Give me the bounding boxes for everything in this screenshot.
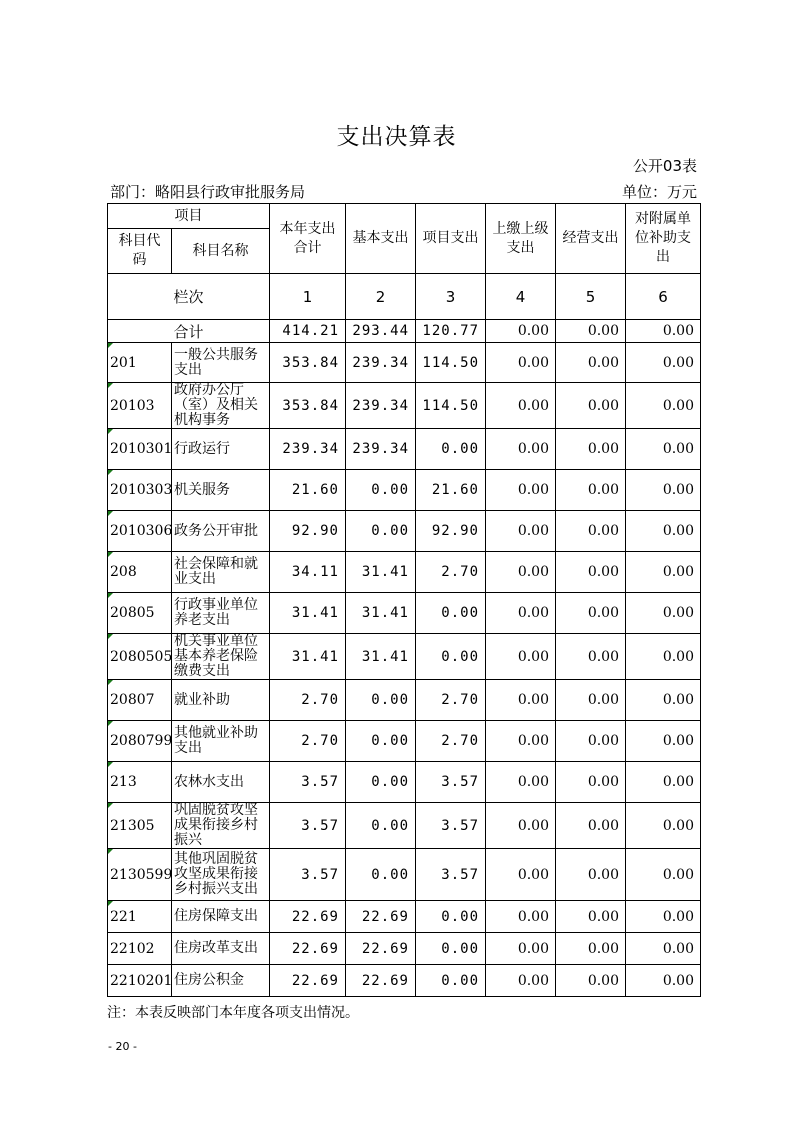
row-basic: 31.41	[346, 634, 416, 680]
row-basic: 0.00	[346, 721, 416, 762]
row-code: 213	[108, 762, 172, 803]
row-basic: 0.00	[346, 511, 416, 552]
unit-label: 单位：万元	[621, 183, 697, 201]
row-basic: 0.00	[346, 762, 416, 803]
row-oper: 0.00	[556, 429, 626, 470]
table-row	[108, 343, 701, 383]
row-subsidy: 0.00	[626, 803, 701, 849]
row-remit: 0.00	[486, 680, 556, 721]
row-total: 92.90	[270, 511, 346, 552]
row-proj: 2.70	[416, 552, 486, 593]
row-oper: 0.00	[556, 680, 626, 721]
row-remit: 0.00	[486, 470, 556, 511]
row-name: 机关服务	[172, 470, 270, 511]
table-row	[108, 429, 701, 470]
table-row	[108, 803, 701, 849]
row-total: 353.84	[270, 343, 346, 383]
row-total: 239.34	[270, 429, 346, 470]
header-subsidy	[626, 204, 701, 274]
row-remit: 0.00	[486, 965, 556, 997]
row-oper: 0.00	[556, 965, 626, 997]
row-basic: 239.34	[346, 429, 416, 470]
table-row	[108, 849, 701, 901]
row-remit: 0.00	[486, 721, 556, 762]
header-oper: 经营支出	[556, 204, 626, 274]
row-name: 社会保障和就业支出	[172, 552, 270, 593]
row-remit: 0.00	[486, 803, 556, 849]
row-subsidy: 0.00	[626, 849, 701, 901]
department-label: 部门：略阳县行政审批服务局	[110, 183, 306, 201]
row-total: 3.57	[270, 849, 346, 901]
total-subsidy: 0.00	[626, 320, 701, 343]
row-code: 2010303	[108, 470, 172, 511]
header-remit	[486, 204, 556, 274]
row-oper: 0.00	[556, 762, 626, 803]
row-subsidy: 0.00	[626, 901, 701, 933]
row-total: 22.69	[270, 933, 346, 965]
row-subsidy: 0.00	[626, 343, 701, 383]
page-number: - 20 -	[108, 1040, 137, 1053]
row-oper: 0.00	[556, 593, 626, 634]
row-remit: 0.00	[486, 552, 556, 593]
column-label: 栏次	[108, 274, 270, 320]
row-proj: 3.57	[416, 803, 486, 849]
row-total: 34.11	[270, 552, 346, 593]
table-row	[108, 933, 701, 965]
row-subsidy: 0.00	[626, 762, 701, 803]
row-code: 20103	[108, 383, 172, 429]
row-code: 22102	[108, 933, 172, 965]
row-basic: 239.34	[346, 343, 416, 383]
row-subsidy: 0.00	[626, 429, 701, 470]
row-oper: 0.00	[556, 901, 626, 933]
row-code: 201	[108, 343, 172, 383]
row-total: 353.84	[270, 383, 346, 429]
table-row	[108, 721, 701, 762]
row-remit: 0.00	[486, 343, 556, 383]
row-name: 机关事业单位基本养老保险缴费支出	[172, 634, 270, 680]
row-name: 住房改革支出	[172, 933, 270, 965]
table-row	[108, 634, 701, 680]
row-subsidy: 0.00	[626, 383, 701, 429]
row-oper: 0.00	[556, 552, 626, 593]
row-name: 其他巩固脱贫攻坚成果衔接乡村振兴支出	[172, 849, 270, 901]
row-proj: 0.00	[416, 593, 486, 634]
row-subsidy: 0.00	[626, 511, 701, 552]
table-number: 公开03表	[632, 157, 697, 175]
row-proj: 21.60	[416, 470, 486, 511]
table-row	[108, 470, 701, 511]
row-code: 20805	[108, 593, 172, 634]
row-code: 2130599	[108, 849, 172, 901]
table-row	[108, 383, 701, 429]
row-remit: 0.00	[486, 849, 556, 901]
row-proj: 2.70	[416, 721, 486, 762]
column-num: 4	[486, 274, 556, 320]
row-basic: 0.00	[346, 849, 416, 901]
table-row	[108, 762, 701, 803]
row-oper: 0.00	[556, 933, 626, 965]
row-total: 2.70	[270, 680, 346, 721]
total-row	[108, 320, 701, 343]
row-proj: 114.50	[416, 383, 486, 429]
row-oper: 0.00	[556, 470, 626, 511]
row-name: 住房公积金	[172, 965, 270, 997]
row-proj: 0.00	[416, 933, 486, 965]
row-name: 一般公共服务支出	[172, 343, 270, 383]
row-proj: 3.57	[416, 849, 486, 901]
row-proj: 0.00	[416, 634, 486, 680]
total-basic: 293.44	[346, 320, 416, 343]
row-proj: 3.57	[416, 762, 486, 803]
row-remit: 0.00	[486, 593, 556, 634]
row-name: 农林水支出	[172, 762, 270, 803]
row-subsidy: 0.00	[626, 593, 701, 634]
header-remit-text: 上缴上级支出	[492, 220, 549, 256]
row-remit: 0.00	[486, 511, 556, 552]
row-proj: 92.90	[416, 511, 486, 552]
row-code: 2010301	[108, 429, 172, 470]
row-name: 住房保障支出	[172, 901, 270, 933]
row-code: 2010306	[108, 511, 172, 552]
row-subsidy: 0.00	[626, 680, 701, 721]
header-subsidy-text: 对附属单位补助支出	[635, 211, 691, 265]
table-row	[108, 965, 701, 997]
row-remit: 0.00	[486, 933, 556, 965]
row-code: 2080799	[108, 721, 172, 762]
header-row-1	[108, 204, 701, 229]
row-oper: 0.00	[556, 849, 626, 901]
row-subsidy: 0.00	[626, 965, 701, 997]
row-name: 政务公开审批	[172, 511, 270, 552]
table-row	[108, 552, 701, 593]
row-name: 就业补助	[172, 680, 270, 721]
row-name: 政府办公厅（室）及相关机构事务	[172, 383, 270, 429]
total-amount: 414.21	[270, 320, 346, 343]
total-proj: 120.77	[416, 320, 486, 343]
row-total: 21.60	[270, 470, 346, 511]
row-basic: 31.41	[346, 593, 416, 634]
row-basic: 22.69	[346, 965, 416, 997]
table-row	[108, 593, 701, 634]
row-total: 3.57	[270, 762, 346, 803]
row-subsidy: 0.00	[626, 721, 701, 762]
row-oper: 0.00	[556, 343, 626, 383]
column-num: 1	[270, 274, 346, 320]
row-proj: 0.00	[416, 429, 486, 470]
row-proj: 0.00	[416, 965, 486, 997]
header-proj: 项目支出	[416, 204, 486, 274]
row-name: 行政运行	[172, 429, 270, 470]
row-subsidy: 0.00	[626, 552, 701, 593]
page-title: 支出决算表	[336, 124, 457, 150]
row-code: 21305	[108, 803, 172, 849]
row-oper: 0.00	[556, 721, 626, 762]
row-remit: 0.00	[486, 762, 556, 803]
row-basic: 0.00	[346, 803, 416, 849]
row-total: 31.41	[270, 634, 346, 680]
row-proj: 114.50	[416, 343, 486, 383]
row-subsidy: 0.00	[626, 933, 701, 965]
header-total-text: 本年支出合计	[279, 220, 336, 256]
row-total: 2.70	[270, 721, 346, 762]
row-name: 巩固脱贫攻坚成果衔接乡村振兴	[172, 803, 270, 849]
header-code-text: 科目代码	[118, 233, 161, 268]
table-row	[108, 511, 701, 552]
header-project: 项目	[108, 204, 270, 229]
row-code: 20807	[108, 680, 172, 721]
row-code: 2080505	[108, 634, 172, 680]
header-name: 科目名称	[172, 229, 270, 274]
column-num: 5	[556, 274, 626, 320]
row-total: 22.69	[270, 965, 346, 997]
row-code: 221	[108, 901, 172, 933]
row-basic: 22.69	[346, 933, 416, 965]
row-oper: 0.00	[556, 511, 626, 552]
row-basic: 0.00	[346, 470, 416, 511]
header-total	[270, 204, 346, 274]
row-total: 31.41	[270, 593, 346, 634]
data-rows	[108, 343, 701, 997]
row-oper: 0.00	[556, 383, 626, 429]
column-number-row	[108, 274, 701, 320]
row-remit: 0.00	[486, 383, 556, 429]
column-num: 3	[416, 274, 486, 320]
row-remit: 0.00	[486, 429, 556, 470]
row-basic: 22.69	[346, 901, 416, 933]
row-name: 其他就业补助支出	[172, 721, 270, 762]
row-oper: 0.00	[556, 634, 626, 680]
row-subsidy: 0.00	[626, 470, 701, 511]
row-remit: 0.00	[486, 634, 556, 680]
row-remit: 0.00	[486, 901, 556, 933]
column-num: 2	[346, 274, 416, 320]
row-code: 208	[108, 552, 172, 593]
row-proj: 0.00	[416, 901, 486, 933]
row-basic: 239.34	[346, 383, 416, 429]
header-basic: 基本支出	[346, 204, 416, 274]
total-oper: 0.00	[556, 320, 626, 343]
table-row	[108, 901, 701, 933]
row-name: 行政事业单位养老支出	[172, 593, 270, 634]
total-remit: 0.00	[486, 320, 556, 343]
row-subsidy: 0.00	[626, 634, 701, 680]
total-label: 合计	[108, 320, 270, 343]
row-total: 22.69	[270, 901, 346, 933]
row-basic: 0.00	[346, 680, 416, 721]
row-code: 2210201	[108, 965, 172, 997]
row-proj: 2.70	[416, 680, 486, 721]
row-total: 3.57	[270, 803, 346, 849]
column-num: 6	[626, 274, 701, 320]
row-oper: 0.00	[556, 803, 626, 849]
row-basic: 31.41	[346, 552, 416, 593]
header-code	[108, 229, 172, 274]
expenditure-table	[107, 203, 701, 997]
footnote: 注：本表反映部门本年度各项支出情况。	[107, 1005, 359, 1021]
table-row	[108, 680, 701, 721]
